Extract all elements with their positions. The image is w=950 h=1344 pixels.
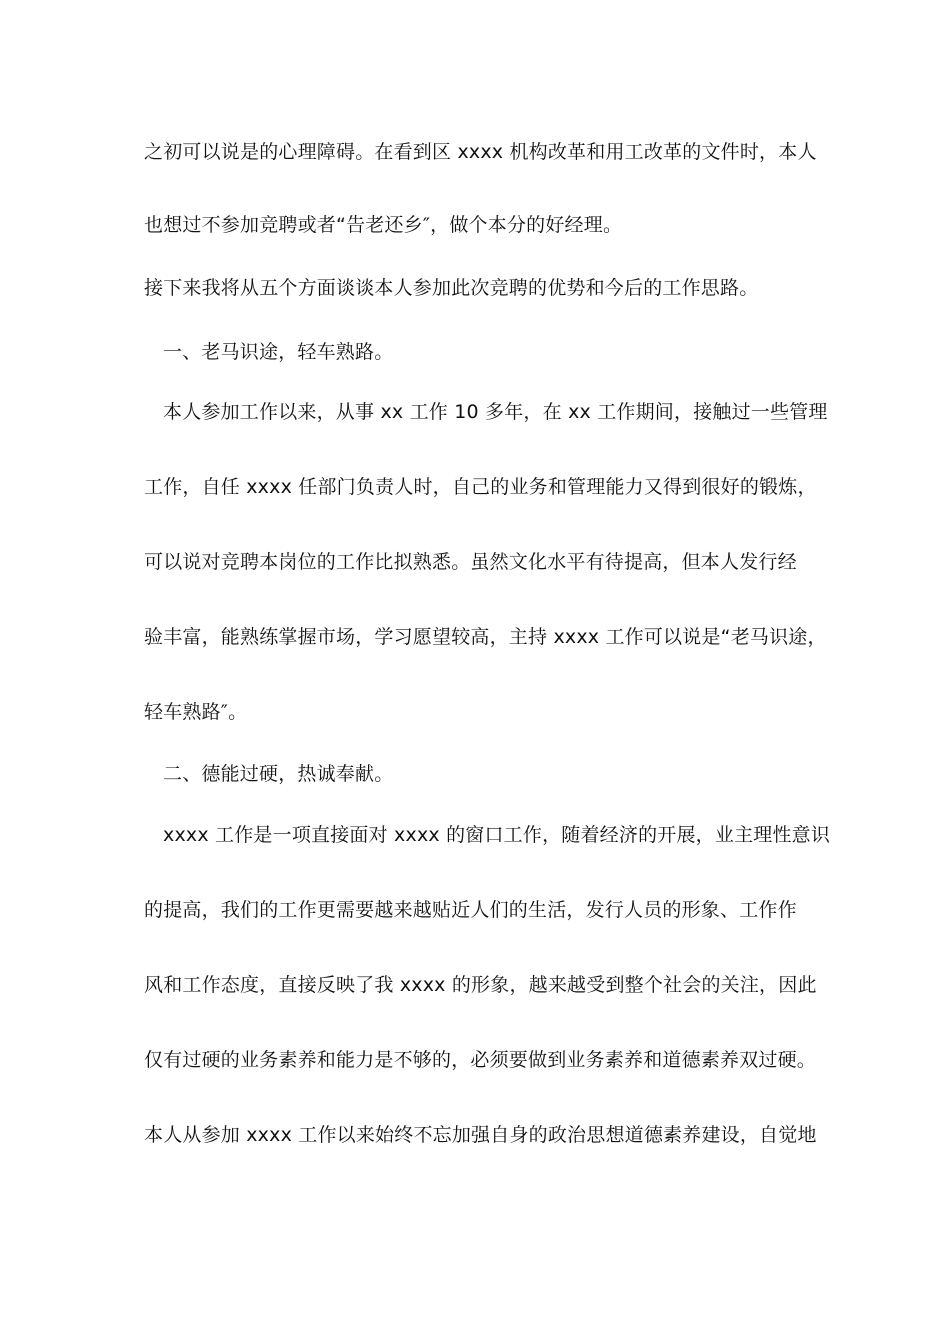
- body-text-line: 风和工作态度，直接反映了我 xxxx 的形象，越来越受到整个社会的关注，因此: [144, 974, 817, 996]
- body-text-line: 也想过不参加竞聘或者“告老还乡″，做个本分的好经理。: [144, 214, 623, 236]
- body-text-line: xxxx 工作是一项直接面对 xxxx 的窗口工作，随着经济的开展，业主理性意识: [163, 824, 831, 846]
- body-text-line: 本人参加工作以来，从事 xx 工作 10 多年，在 xx 工作期间，接触过一些管理: [163, 401, 828, 423]
- body-text-line: 接下来我将从五个方面谈谈本人参加此次竞聘的优势和今后的工作思路。: [144, 277, 759, 299]
- body-text-line: 验丰富，能熟练掌握市场，学习愿望较高，主持 xxxx 工作可以说是“老马识途，: [144, 626, 827, 648]
- body-text-line: 可以说对竞聘本岗位的工作比拟熟悉。虽然文化水平有待提高，但本人发行经: [144, 551, 797, 573]
- body-text-line: 本人从参加 xxxx 工作以来始终不忘加强自身的政治思想道德素养建设，自觉地: [144, 1124, 817, 1146]
- body-text-line: 仅有过硬的业务素养和能力是不够的，必须要做到业务素养和道德素养双过硬。: [144, 1049, 817, 1071]
- section-heading: 一、老马识途，轻车熟路。: [163, 341, 394, 363]
- body-text-line: 的提高，我们的工作更需要越来越贴近人们的生活，发行人员的形象、工作作: [144, 899, 797, 921]
- body-text-line: 轻车熟路″。: [144, 701, 248, 723]
- section-heading: 二、德能过硬，热诚奉献。: [163, 763, 394, 785]
- body-text-line: 工作，自任 xxxx 任部门负责人时，自己的业务和管理能力又得到很好的锻炼，: [144, 476, 817, 498]
- body-text-line: 之初可以说是的心理障碍。在看到区 xxxx 机构改革和用工改革的文件时，本人: [144, 141, 817, 163]
